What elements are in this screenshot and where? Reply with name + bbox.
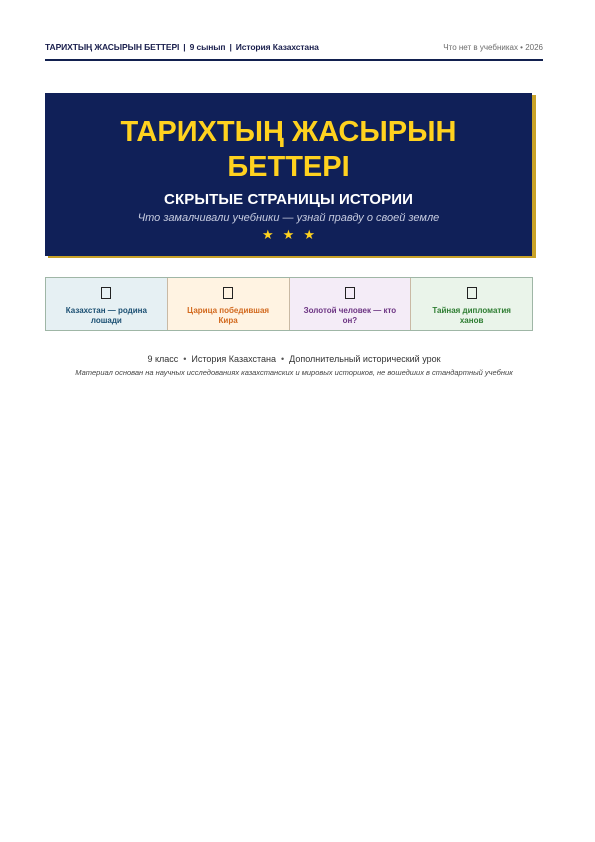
header-grade: 9 сынып <box>189 42 226 52</box>
topic-card <box>167 278 289 330</box>
meta-bullet: • <box>183 354 187 364</box>
topic-card <box>46 278 167 330</box>
topic-label: Золотой человек — кто он? <box>303 306 397 325</box>
topic-label: Казахстан — родина лошади <box>65 306 147 325</box>
header-separator: | <box>229 42 232 52</box>
header-rule <box>45 59 543 61</box>
topic-label: Тайная дипломатия ханов <box>432 306 511 325</box>
hero-subtitle: СКРЫТЫЕ СТРАНИЦЫ ИСТОРИИ <box>164 191 413 208</box>
topic-card <box>289 278 411 330</box>
meta-lesson: Дополнительный исторический урок <box>289 354 441 364</box>
missing-glyph-icon <box>345 287 355 299</box>
hero-tagline: Что замалчивали учебники — узнай правду о своей земле <box>137 212 440 224</box>
missing-glyph-icon <box>101 287 111 299</box>
topic-grid <box>45 277 533 331</box>
header-subject: История Казахстана <box>235 42 319 52</box>
meta-line <box>45 354 543 364</box>
hero-title: ТАРИХТЫҢ ЖАСЫРЫН БЕТТЕРІ <box>120 116 457 183</box>
missing-glyph-icon <box>223 287 233 299</box>
source-note: Материал основан на научных исследованиях казахстанских и мировых историков, не вошедших в стандартный учебник <box>75 368 513 377</box>
meta-subject: История Казахстана <box>191 354 276 364</box>
topic-card <box>410 278 532 330</box>
header-separator: | <box>183 42 186 52</box>
meta-bullet: • <box>281 354 285 364</box>
topic-label: Царица победившая Кира <box>187 306 270 325</box>
running-header <box>45 40 543 54</box>
missing-glyph-icon <box>467 287 477 299</box>
hero-banner <box>45 93 532 256</box>
header-right-text: Что нет в учебниках • 2026 <box>443 42 543 52</box>
header-title: ТАРИХТЫҢ ЖАСЫРЫН БЕТТЕРІ <box>45 42 180 52</box>
hero-stars: ★★★ <box>262 227 324 242</box>
meta-grade: 9 класс <box>147 354 179 364</box>
running-header-left <box>45 42 319 52</box>
